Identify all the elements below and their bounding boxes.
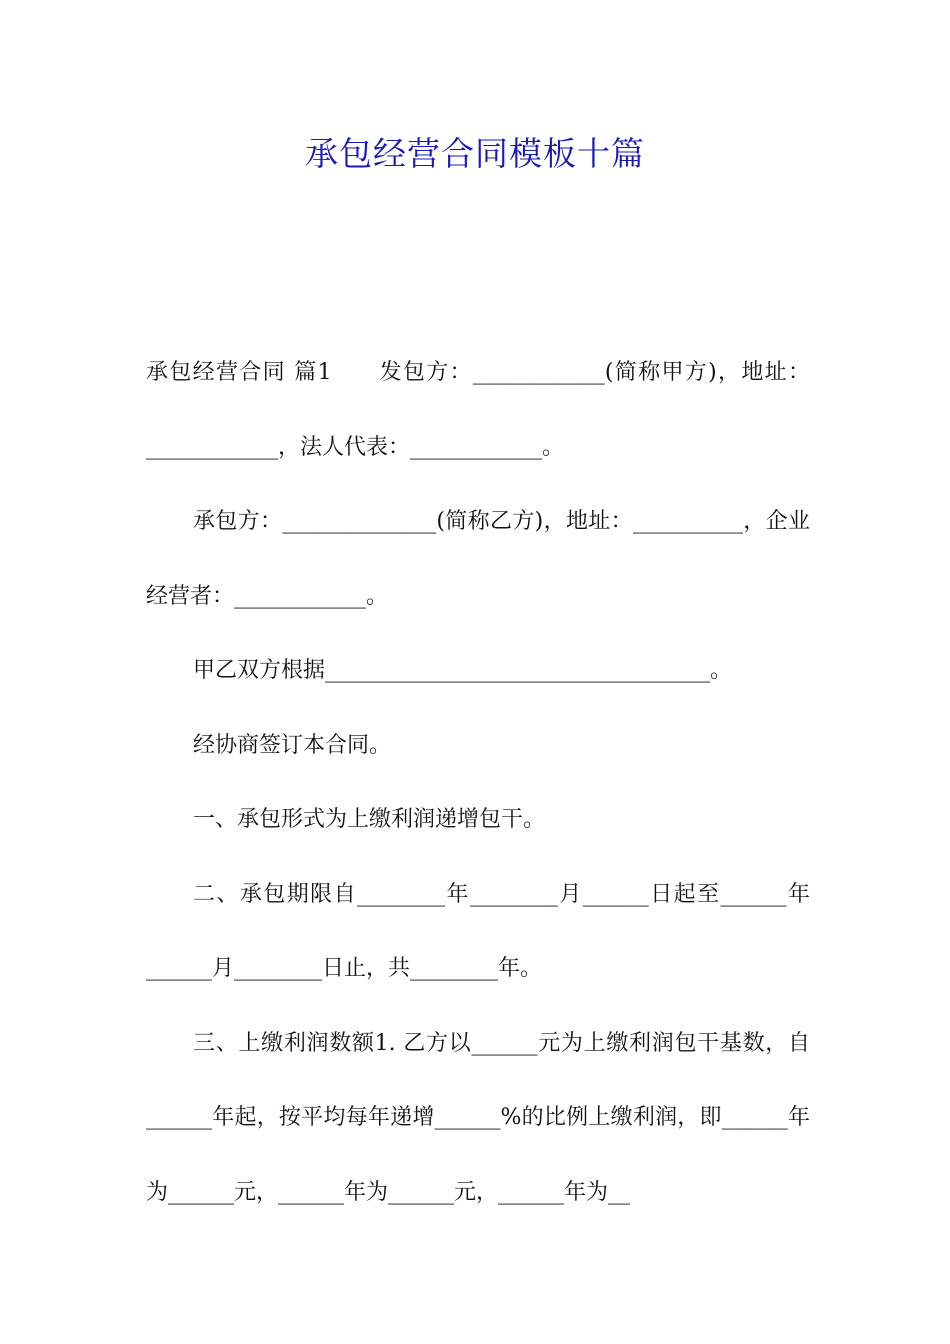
clause-1-form: 一、承包形式为上缴利润递增包干。: [193, 807, 546, 832]
paragraph-contractor: 承包方：______________(简称乙方)，地址：__________，企业经营者：____________。: [146, 509, 810, 609]
paragraph-parties-intro: 承包经营合同 篇1 发包方：____________(简称甲方)，地址：____________，法人代表：____________。: [146, 360, 810, 460]
document-body: [146, 336, 810, 1230]
paragraph-basis: 甲乙双方根据___________________________________。: [193, 658, 733, 683]
paragraph-agreement: 经协商签订本合同。: [193, 732, 392, 758]
clause-3-profit: 三、上缴利润数额1. 乙方以______元为上缴利润包干基数，自______年起，按平均每年递增______%的比例上缴利润，即______年为______元，______年为______元，______年为__: [146, 1030, 810, 1205]
document-title: 承包经营合同模板十篇: [305, 134, 645, 173]
clause-2-term: 二、承包期限自________年________月______日起至______年______月________日止，共________年。: [146, 881, 810, 981]
